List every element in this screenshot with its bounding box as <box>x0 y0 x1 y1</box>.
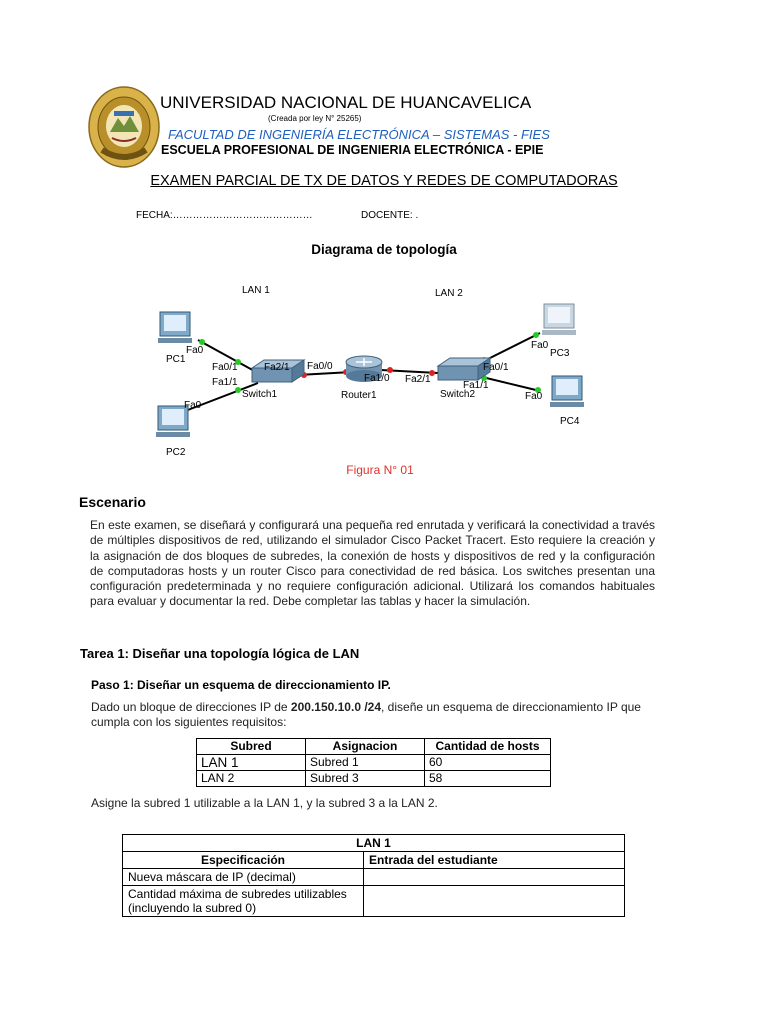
table-cell: 60 <box>425 755 551 771</box>
switch1-port-fa11-label: Fa1/1 <box>212 377 238 388</box>
table-header: Entrada del estudiante <box>364 852 625 869</box>
table-row <box>123 886 625 917</box>
router1-port-fa00-label: Fa0/0 <box>307 361 333 372</box>
table-cell: Cantidad máxima de subredes utilizables (incluyendo la subred 0) <box>123 886 364 917</box>
table-cell: LAN 1 <box>197 755 306 771</box>
table-header: Especificación <box>123 852 364 869</box>
switch2-label: Switch2 <box>440 389 476 400</box>
step1-text-before: Dado un bloque de direcciones IP de <box>91 700 291 714</box>
lan2-label: LAN 2 <box>435 288 463 299</box>
student-entry-cell[interactable] <box>364 869 625 886</box>
table-cell: Subred 1 <box>306 755 425 771</box>
pc2-label: PC2 <box>166 447 186 458</box>
pc3-computer-icon <box>542 304 576 335</box>
creation-law-note: (Creada por ley N° 25265) <box>268 114 362 123</box>
school-name: ESCUELA PROFESIONAL DE INGENIERIA ELECTRÓNICA - EPIE <box>161 143 544 157</box>
table-cell: Subred 3 <box>306 771 425 787</box>
step1-heading: Paso 1: Diseñar un esquema de direccionamiento IP. <box>91 678 391 692</box>
university-name: UNIVERSIDAD NACIONAL DE HUANCAVELICA <box>160 93 532 112</box>
step1-instructions <box>91 700 651 730</box>
network-topology-diagram <box>140 278 620 488</box>
table-header: Asignacion <box>306 739 425 755</box>
table-cell: LAN 2 <box>197 771 306 787</box>
pc2-port-fa0-label: Fa0 <box>184 400 202 411</box>
student-entry-cell[interactable] <box>364 886 625 917</box>
teacher-field: DOCENTE: . <box>361 210 419 221</box>
figure-caption: Figura N° 01 <box>346 463 414 477</box>
table-row <box>123 869 625 886</box>
table-cell: 58 <box>425 771 551 787</box>
table-row <box>197 771 551 787</box>
task1-heading: Tarea 1: Diseñar una topología lógica de LAN <box>80 646 360 661</box>
pc1-computer-icon <box>158 312 192 343</box>
date-field: FECHA:…………………………………… <box>136 210 313 221</box>
pc3-label: PC3 <box>550 348 570 359</box>
faculty-name: FACULTAD DE INGENIERÍA ELECTRÓNICA – SISTEMAS - FIES <box>168 127 550 142</box>
ip-block-value: 200.150.10.0 /24 <box>290 700 382 714</box>
router1-label: Router1 <box>341 390 377 401</box>
scenario-heading: Escenario <box>79 494 146 510</box>
switch2-port-fa01-label: Fa0/1 <box>483 362 509 373</box>
pc3-port-fa0-label: Fa0 <box>531 340 549 351</box>
lan-table-title: LAN 1 <box>123 835 625 852</box>
lan1-label: LAN 1 <box>242 285 270 296</box>
lan1-specification-table <box>122 834 625 917</box>
pc4-computer-icon <box>550 376 584 407</box>
subnet-requirements-table <box>196 738 551 787</box>
diagram-title: Diagrama de topología <box>311 242 457 257</box>
table-header: Cantidad de hosts <box>425 739 551 755</box>
scenario-paragraph: En este examen, se diseñará y configurará una pequeña red enrutada y verificará la conectividad a través de múltiples dispositivos de red, utilizando el simulador Cisco Packet Tracert. Esto requiere la creación y la asignación de dos bloques de subredes, la conexión de hosts y dispositivos de red y la configuración de computadoras hosts y un router Cisco para conectividad de red básica. Los switches presentan una configuración predeterminada y no requiere configuración adicional. Utilizará los comandos habituales para evaluar y documentar la red. Debe completar las tablas y hacer la simulación. <box>90 518 655 609</box>
university-seal-logo <box>88 86 160 168</box>
table-header: Subred <box>197 739 306 755</box>
pc1-label: PC1 <box>166 354 186 365</box>
pc4-label: PC4 <box>560 416 580 427</box>
pc1-port-fa0-label: Fa0 <box>186 345 204 356</box>
switch1-label: Switch1 <box>242 389 278 400</box>
switch1-port-fa21-label: Fa2/1 <box>264 362 290 373</box>
table-cell: Nueva máscara de IP (decimal) <box>123 869 364 886</box>
switch1-port-fa01-label: Fa0/1 <box>212 362 238 373</box>
switch2-port-fa11-label: Fa1/1 <box>463 380 489 391</box>
table-row <box>197 755 551 771</box>
port-dot-pc3 <box>533 332 539 338</box>
router1-port-fa10-label: Fa1/0 <box>364 373 390 384</box>
switch2-port-fa21-label: Fa2/1 <box>405 374 431 385</box>
assignment-instruction: Asigne la subred 1 utilizable a la LAN 1, y la subred 3 a la LAN 2. <box>91 796 438 810</box>
exam-title: EXAMEN PARCIAL DE TX DE DATOS Y REDES DE COMPUTADORAS <box>150 173 618 189</box>
step1-text-after: , diseñe un esquema de direccionamiento IP que cumpla con los siguientes requisitos: <box>91 700 641 729</box>
pc4-port-fa0-label: Fa0 <box>525 391 543 402</box>
